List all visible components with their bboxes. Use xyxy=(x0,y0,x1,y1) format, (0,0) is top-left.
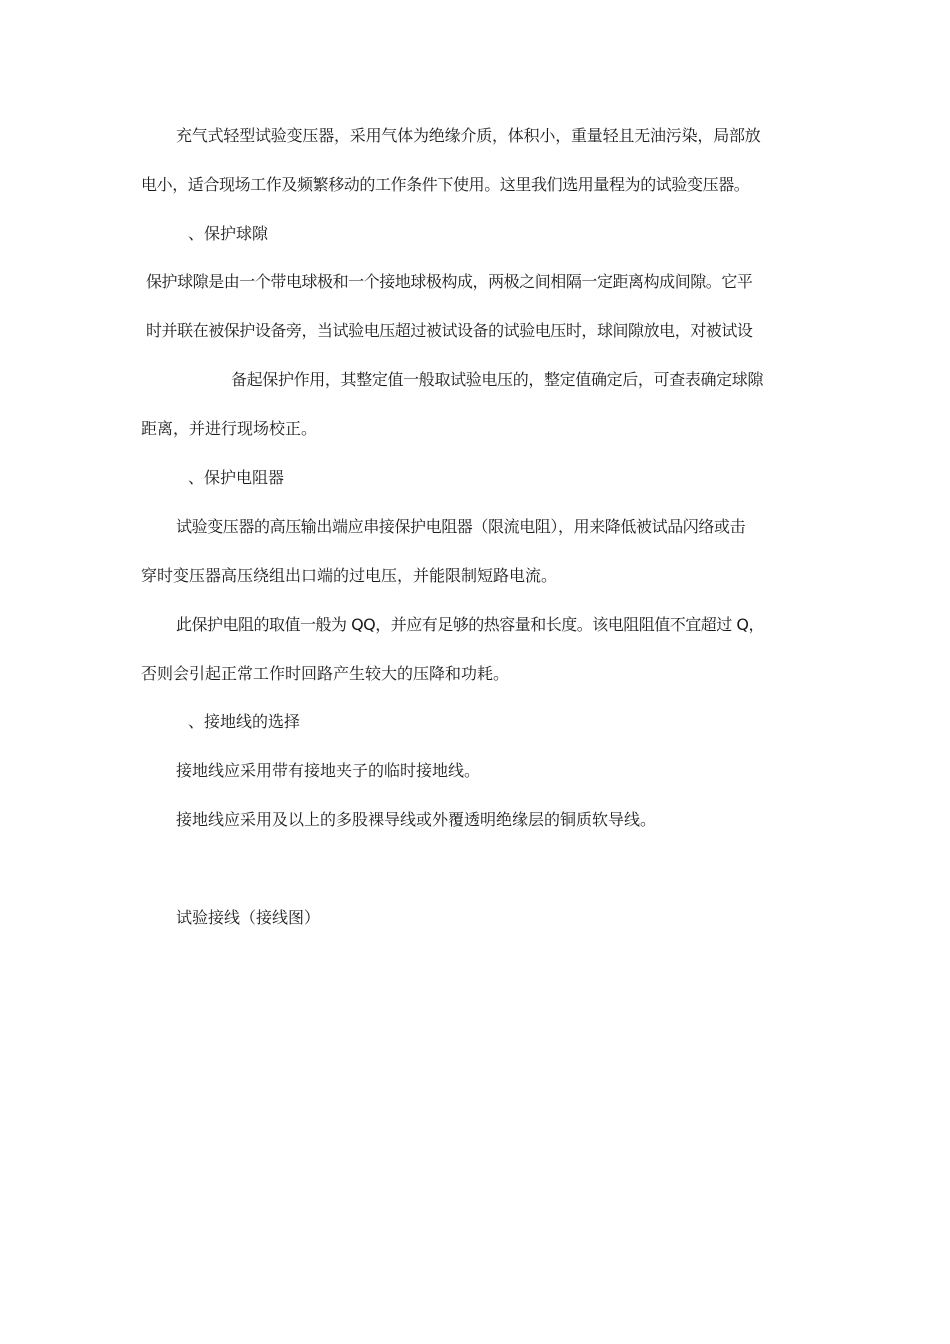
paragraph-line: 电小，适合现场工作及频繁移动的工作条件下使用。这里我们选用量程为的试验变压器。 xyxy=(141,175,750,194)
paragraph-line: 试验变压器的高压输出端应串接保护电阻器（限流电阻），用来降低被试品闪络或击 xyxy=(176,517,746,536)
paragraph-line: 充气式轻型试验变压器，采用气体为绝缘介质，体积小，重量轻且无油污染，局部放 xyxy=(176,126,761,145)
paragraph-line: 接地线应采用及以上的多股裸导线或外覆透明绝缘层的铜质软导线。 xyxy=(176,810,657,829)
section-heading: 、保护电阻器 xyxy=(188,468,285,487)
section-heading: 试验接线（接线图） xyxy=(176,908,321,927)
paragraph-line: 穿时变压器高压绕组出口端的过电压，并能限制短路电流。 xyxy=(141,566,558,585)
paragraph-line: 此保护电阻的取值一般为 QQ，并应有足够的热容量和长度。该电阻阻值不宜超过 Q， xyxy=(176,615,764,634)
paragraph-line: 保护球隙是由一个带电球极和一个接地球极构成，两极之间相隔一定距离构成间隙。它平 xyxy=(146,272,753,291)
paragraph-line: 时并联在被保护设备旁，当试验电压超过被试设备的试验电压时，球间隙放电，对被试设 xyxy=(146,321,753,340)
paragraph-line: 否则会引起正常工作时回路产生较大的压降和功耗。 xyxy=(141,664,510,683)
paragraph-line: 接地线应采用带有接地夹子的临时接地线。 xyxy=(176,761,481,780)
section-heading: 、保护球隙 xyxy=(188,224,269,243)
section-heading: 、接地线的选择 xyxy=(188,712,301,731)
paragraph-line: 距离，并进行现场校正。 xyxy=(141,419,318,438)
paragraph-line: 备起保护作用，其整定值一般取试验电压的，整定值确定后，可查表确定球隙 xyxy=(231,370,764,389)
